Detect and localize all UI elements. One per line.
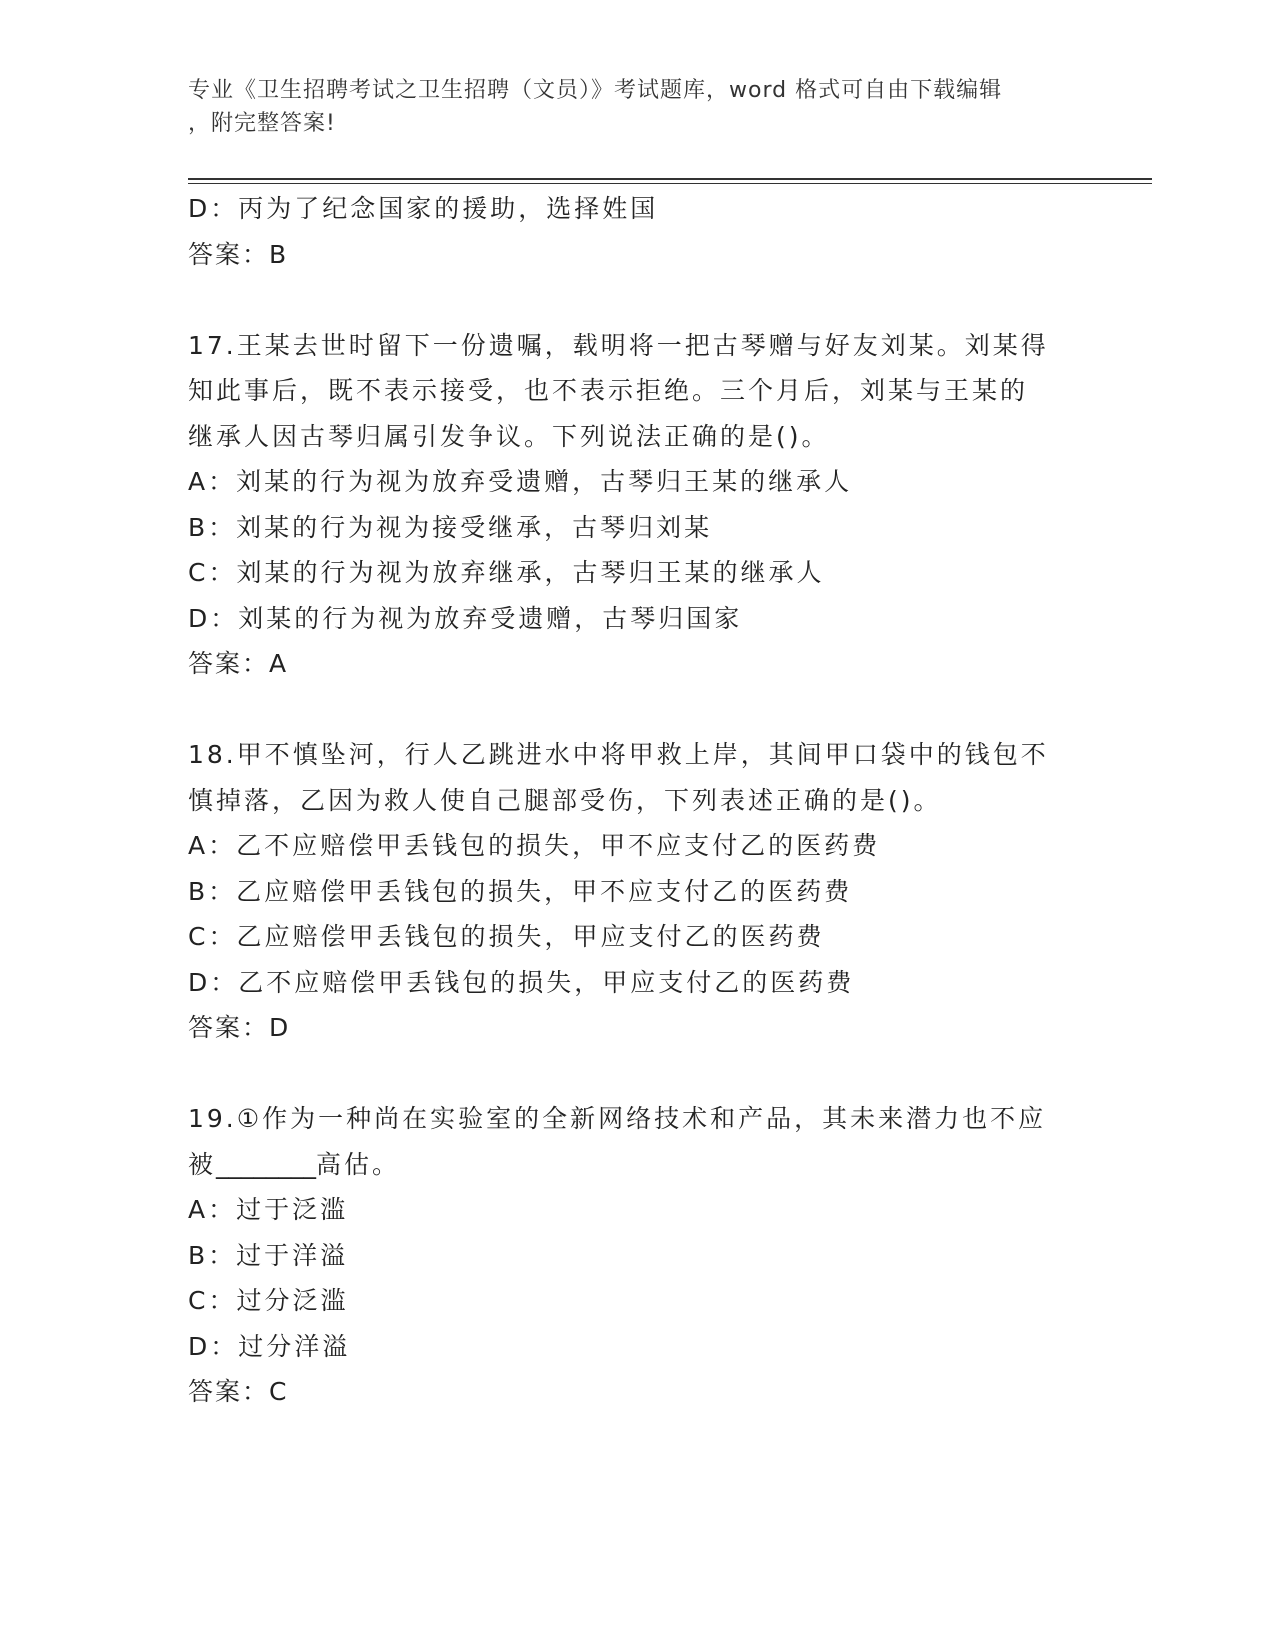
document-header — [188, 74, 1088, 140]
question-19-stem-line-2 — [188, 1142, 1088, 1188]
question-17-option-a: A：刘某的行为视为放弃受遗赠，古琴归王某的继承人 — [188, 467, 853, 496]
question-19 — [188, 1096, 1088, 1415]
header-rule-thick — [188, 178, 1152, 180]
question-19-option-b: B：过于洋溢 — [188, 1240, 349, 1270]
question-18-option-b: B：乙应赔偿甲丢钱包的损失，甲不应支付乙的医药费 — [188, 876, 853, 906]
question-17-option-d: D：刘某的行为视为放弃受遗赠，古琴归国家 — [188, 603, 743, 633]
question-19-stem-pre: 被 — [188, 1149, 217, 1179]
question-18 — [188, 732, 1088, 1051]
question-19-option-c: C：过分泛滥 — [188, 1286, 349, 1315]
question-18-answer: 答案：D — [188, 1013, 291, 1042]
question-17-stem-line-1: 17.王某去世时留下一份遗嘱，载明将一把古琴赠与好友刘某。刘某得 — [188, 330, 1049, 360]
question-18-option-a: A：乙不应赔偿甲丢钱包的损失，甲不应支付乙的医药费 — [188, 831, 881, 860]
question-19-stem-post: 高估。 — [316, 1149, 401, 1179]
question-19-answer: 答案：C — [188, 1377, 289, 1406]
header-line-2: ，附完整答案! — [188, 111, 336, 136]
question-19-option-a: A：过于泛滥 — [188, 1195, 349, 1224]
question-18-option-d: D：乙不应赔偿甲丢钱包的损失，甲应支付乙的医药费 — [188, 967, 855, 997]
question-17 — [188, 323, 1088, 687]
question-19-option-d: D：过分洋溢 — [188, 1331, 351, 1361]
spacer — [188, 277, 1088, 323]
prev-answer: 答案：B — [188, 239, 289, 269]
question-18-option-c: C：乙应赔偿甲丢钱包的损失，甲应支付乙的医药费 — [188, 922, 825, 951]
question-17-option-b: B：刘某的行为视为接受继承，古琴归刘某 — [188, 512, 713, 542]
spacer — [188, 687, 1088, 733]
spacer — [188, 1051, 1088, 1097]
header-line-1: 专业《卫生招聘考试之卫生招聘（文员）》考试题库，word 格式可自由下载编辑 — [188, 78, 1003, 103]
question-17-answer: 答案：A — [188, 649, 289, 678]
question-17-option-c: C：刘某的行为视为放弃继承，古琴归王某的继承人 — [188, 558, 825, 587]
question-17-stem-line-2: 知此事后，既不表示接受，也不表示拒绝。三个月后，刘某与王某的 — [188, 376, 1029, 405]
question-content — [188, 186, 1088, 1415]
question-18-stem-line-2: 慎掉落，乙因为救人使自己腿部受伤，下列表述正确的是()。 — [188, 785, 942, 815]
question-19-blank: ________ — [216, 1149, 317, 1179]
question-19-stem-line-1: 19.①作为一种尚在实验室的全新网络技术和产品，其未来潜力也不应 — [188, 1104, 1047, 1133]
question-17-stem-line-3: 继承人因古琴归属引发争议。下列说法正确的是()。 — [188, 421, 830, 451]
header-rule-thin — [188, 183, 1152, 184]
prev-option-d: D：丙为了纪念国家的援助，选择姓国 — [188, 194, 659, 223]
question-18-stem-line-1: 18.甲不慎坠河，行人乙跳进水中将甲救上岸，其间甲口袋中的钱包不 — [188, 740, 1049, 769]
